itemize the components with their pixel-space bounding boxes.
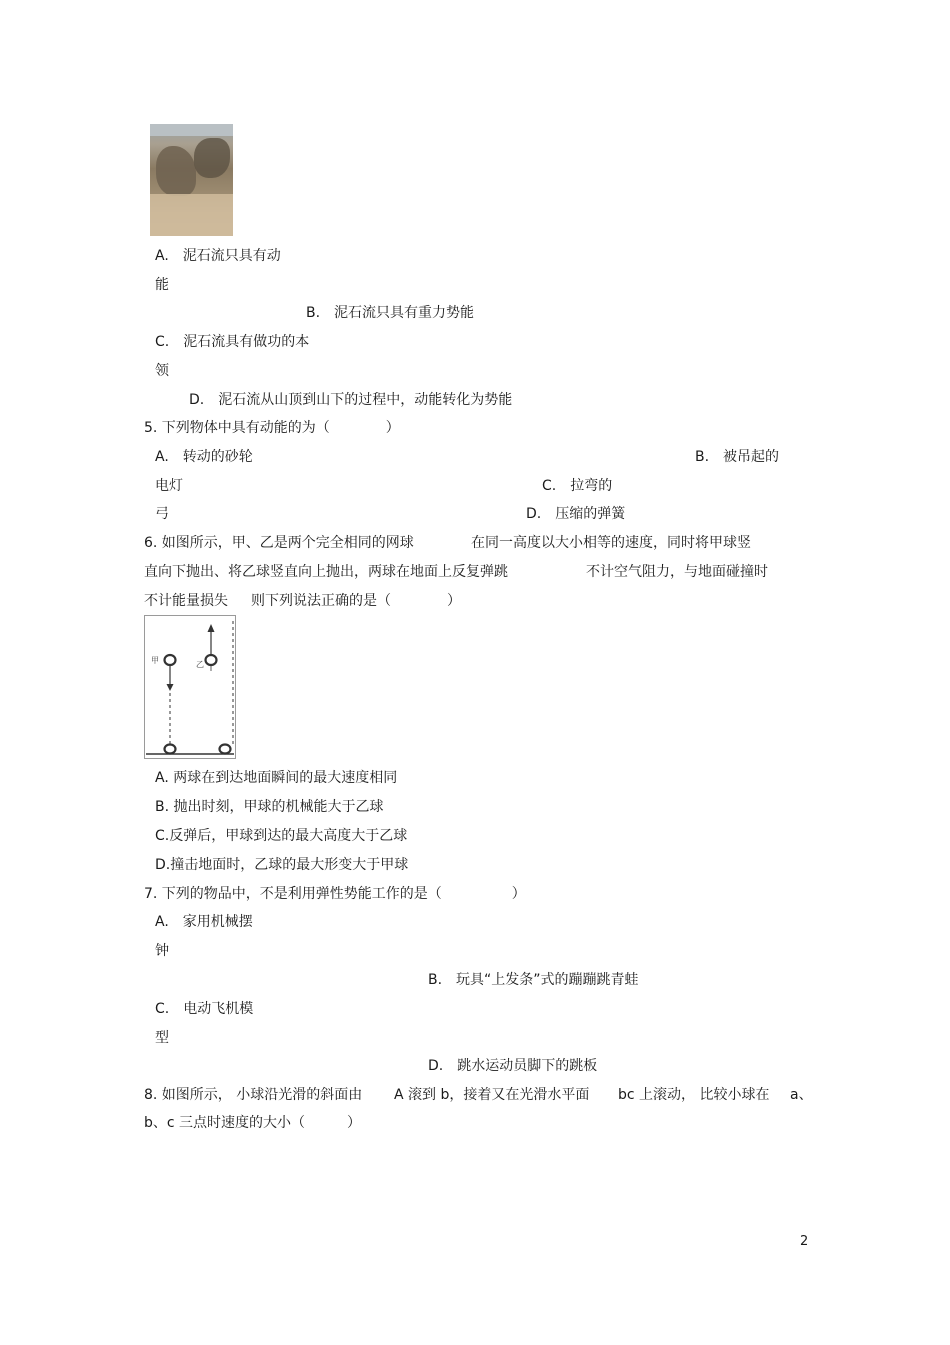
q6-option-c: C.反弹后，甲球到达的最大高度大于乙球 xyxy=(155,828,408,844)
label-yi: 乙 xyxy=(196,660,204,669)
q4-option-d: D. 泥石流从山顶到山下的过程中，动能转化为势能 xyxy=(189,392,513,408)
q5-option-c: C. 拉弯的 xyxy=(542,478,613,494)
q7-stem: 7. 下列的物品中，不是利用弹性势能工作的是（ ） xyxy=(144,886,526,902)
q5-option-d: D. 压缩的弹簧 xyxy=(526,506,626,522)
q4-option-c-wrap: 领 xyxy=(155,363,169,379)
q8-stem-line1a: 8. 如图所示， 小球沿光滑的斜面由 xyxy=(144,1087,363,1103)
q5-option-b-wrap: 电灯 xyxy=(155,478,183,494)
q8-stem-line1c: bc 上滚动， 比较小球在 xyxy=(618,1087,770,1103)
q6-stem-line1b: 在同一高度以大小相等的速度，同时将甲球竖 xyxy=(471,535,751,551)
q6-option-d: D.撞击地面时，乙球的最大形变大于甲球 xyxy=(155,857,409,873)
q6-stem-line2b: 不计空气阻力，与地面碰撞时 xyxy=(586,564,768,580)
q7-option-a: A. 家用机械摆 xyxy=(155,914,253,930)
q5-option-a: A. 转动的砂轮 xyxy=(155,449,253,465)
q8-stem-line1b: A 滚到 b，接着又在光滑水平面 xyxy=(394,1087,590,1103)
q4-option-b: B. 泥石流只具有重力势能 xyxy=(306,305,475,321)
q4-option-a: A. 泥石流只具有动 xyxy=(155,248,281,264)
q7-option-c: C. 电动飞机模 xyxy=(155,1001,254,1017)
q8-stem-line1d: a、 xyxy=(790,1087,813,1103)
q6-stem-line1a: 6. 如图所示，甲、乙是两个完全相同的网球 xyxy=(144,535,414,551)
q6-stem-line2a: 直向下抛出、将乙球竖直向上抛出，两球在地面上反复弹跳 xyxy=(144,564,508,580)
q4-option-a-wrap: 能 xyxy=(155,277,169,293)
q6-stem-line3a: 不计能量损失 xyxy=(144,593,228,609)
q6-option-a: A. 两球在到达地面瞬间的最大速度相同 xyxy=(155,770,398,786)
mudslide-photo xyxy=(150,124,233,236)
q7-option-b: B. 玩具“上发条”式的蹦蹦跳青蛙 xyxy=(428,972,639,988)
q5-option-c-wrap: 弓 xyxy=(155,506,169,522)
q5-option-b: B. 被吊起的 xyxy=(695,449,780,465)
q6-stem-line3b: 则下列说法正确的是（ ） xyxy=(251,593,461,609)
bouncing-balls-diagram xyxy=(144,615,236,759)
q4-option-c: C. 泥石流具有做功的本 xyxy=(155,334,310,350)
q5-stem: 5. 下列物体中具有动能的为（ ） xyxy=(144,420,400,436)
label-jia: 甲 xyxy=(151,656,159,665)
q7-option-c-wrap: 型 xyxy=(155,1030,169,1046)
q8-stem-line2: b、c 三点时速度的大小（ ） xyxy=(144,1115,362,1131)
q7-option-a-wrap: 钟 xyxy=(155,943,169,959)
page-number: 2 xyxy=(800,1234,809,1249)
q7-option-d: D. 跳水运动员脚下的跳板 xyxy=(428,1058,598,1074)
q6-option-b: B. 抛出时刻，甲球的机械能大于乙球 xyxy=(155,799,384,815)
